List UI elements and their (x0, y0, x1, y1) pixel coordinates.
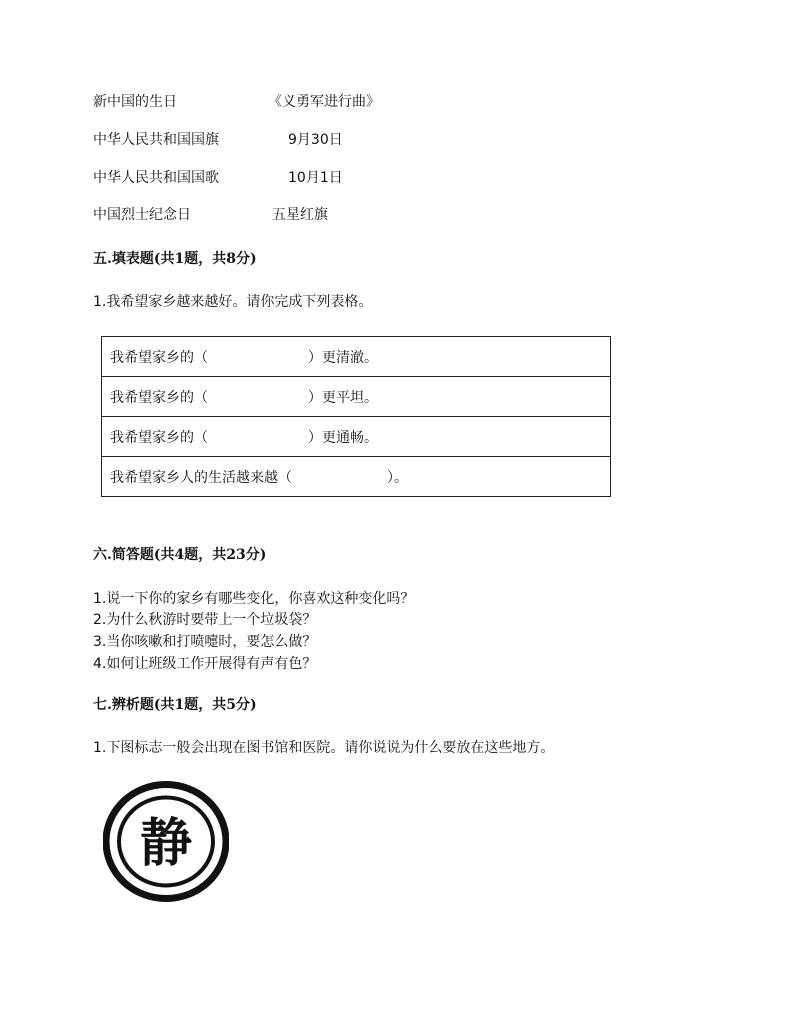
table-cell (102, 457, 611, 497)
table-cell (102, 417, 611, 457)
section7-question: 1.下图标志一般会出现在图书馆和医院。请你说说为什么要放在这些地方。 (93, 740, 555, 756)
row-prefix: 我希望家乡的（ (110, 429, 208, 446)
match-right-2: 9月30日 (288, 132, 343, 148)
row-suffix: ）。 (387, 469, 408, 486)
section6-question-3: 3.当你咳嗽和打喷嚏时，要怎么做？ (93, 634, 317, 650)
sign-text: 静 (139, 814, 193, 874)
table-row (102, 337, 611, 377)
section6-question-2: 2.为什么秋游时要带上一个垃圾袋？ (93, 612, 317, 628)
match-right-4: 五星红旗 (272, 207, 328, 223)
row-prefix: 我希望家乡的（ (110, 389, 208, 406)
match-left-4: 中国烈士纪念日 (93, 207, 191, 223)
section5-question: 1.我希望家乡越来越好。请你完成下列表格。 (93, 294, 373, 310)
match-left-2: 中华人民共和国国旗 (93, 132, 219, 148)
table-cell (102, 337, 611, 377)
match-left-3: 中华人民共和国国歌 (93, 170, 219, 186)
quiet-sign-icon (103, 781, 229, 902)
match-right-3: 10月1日 (288, 170, 343, 186)
section6-question-1: 1.说一下你的家乡有哪些变化，你喜欢这种变化吗？ (93, 591, 415, 607)
table-row (102, 457, 611, 497)
table-row (102, 377, 611, 417)
row-prefix: 我希望家乡的（ (110, 349, 208, 366)
section6-heading: 六.简答题(共4题，共23分) (93, 547, 267, 563)
table-cell (102, 377, 611, 417)
row-suffix: ）更平坦。 (308, 389, 378, 406)
match-right-1: 《义勇军进行曲》 (268, 94, 380, 110)
fill-table (101, 336, 611, 497)
row-suffix: ）更通畅。 (308, 429, 378, 446)
row-prefix: 我希望家乡人的生活越来越（ (110, 469, 292, 486)
section6-question-4: 4.如何让班级工作开展得有声有色？ (93, 656, 317, 672)
match-left-1: 新中国的生日 (93, 94, 177, 110)
section5-heading: 五.填表题(共1题，共8分) (93, 251, 257, 267)
table-row (102, 417, 611, 457)
row-suffix: ）更清澈。 (308, 349, 378, 366)
section7-heading: 七.辨析题(共1题，共5分) (93, 697, 257, 713)
